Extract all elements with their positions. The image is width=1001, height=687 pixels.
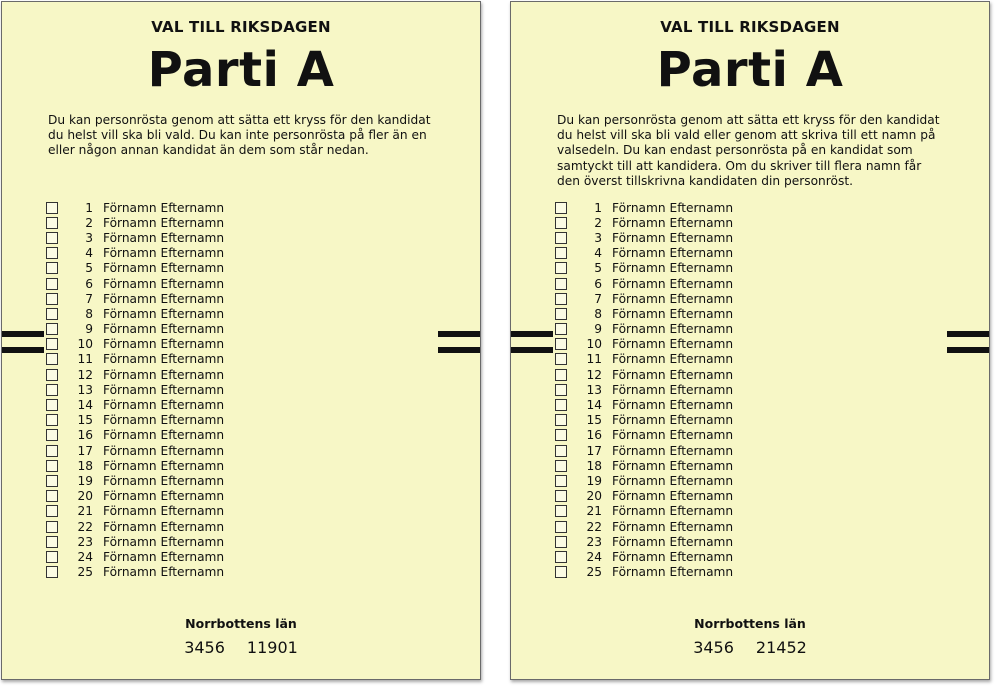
candidate-row [46, 261, 224, 276]
party-title: Parti A [656, 42, 844, 98]
candidate-row [555, 322, 733, 337]
candidate-name: Förnamn Efternamn [103, 261, 225, 276]
candidate-row [555, 458, 733, 473]
candidate-number: 13 [586, 382, 602, 397]
candidate-name: Förnamn Efternamn [103, 230, 225, 245]
candidate-row [555, 504, 733, 519]
candidate-name: Förnamn Efternamn [612, 519, 734, 534]
candidate-name: Förnamn Efternamn [612, 382, 734, 397]
candidate-name: Förnamn Efternamn [103, 473, 225, 488]
candidate-checkbox[interactable] [46, 202, 58, 214]
candidate-row [555, 489, 733, 504]
candidate-row [555, 261, 733, 276]
candidate-checkbox[interactable] [46, 232, 58, 244]
candidate-row [555, 200, 733, 215]
candidate-checkbox[interactable] [555, 536, 567, 548]
candidate-checkbox[interactable] [46, 338, 58, 350]
candidate-number: 16 [586, 428, 602, 443]
candidate-checkbox[interactable] [555, 323, 567, 335]
candidate-checkbox[interactable] [555, 475, 567, 487]
candidate-checkbox[interactable] [555, 566, 567, 578]
candidate-name: Förnamn Efternamn [612, 246, 734, 261]
candidate-number: 13 [77, 382, 93, 397]
candidate-number: 6 [594, 276, 602, 291]
candidate-row [555, 413, 733, 428]
candidate-number: 25 [586, 565, 602, 580]
candidate-row [46, 397, 224, 412]
candidate-name: Förnamn Efternamn [103, 276, 225, 291]
candidate-checkbox[interactable] [46, 217, 58, 229]
candidate-checkbox[interactable] [46, 308, 58, 320]
candidate-name: Förnamn Efternamn [103, 428, 225, 443]
candidate-checkbox[interactable] [555, 202, 567, 214]
candidate-checkbox[interactable] [555, 521, 567, 533]
candidate-name: Förnamn Efternamn [103, 398, 225, 413]
candidate-row [555, 565, 733, 580]
candidate-name: Förnamn Efternamn [103, 519, 225, 534]
ballot-codes [511, 638, 989, 657]
candidate-name: Förnamn Efternamn [103, 534, 225, 549]
election-header: VAL TILL RIKSDAGEN [151, 18, 331, 36]
ballot-code-secondary: 21452 [755, 638, 807, 657]
candidate-name: Förnamn Efternamn [612, 413, 734, 428]
candidate-checkbox[interactable] [46, 353, 58, 365]
candidate-name: Förnamn Efternamn [103, 382, 225, 397]
candidate-name: Förnamn Efternamn [612, 322, 734, 337]
party-title: Parti A [147, 42, 335, 98]
candidate-number: 4 [85, 246, 93, 261]
candidate-name: Förnamn Efternamn [612, 504, 734, 519]
candidate-checkbox[interactable] [555, 262, 567, 274]
candidate-number: 12 [586, 367, 602, 382]
candidate-checkbox[interactable] [46, 293, 58, 305]
candidate-row [46, 246, 224, 261]
candidate-number: 9 [594, 322, 602, 337]
candidate-name: Förnamn Efternamn [612, 367, 734, 382]
candidate-number: 11 [586, 352, 602, 367]
candidate-checkbox[interactable] [46, 505, 58, 517]
candidate-number: 3 [85, 230, 93, 245]
candidate-number: 24 [586, 549, 602, 564]
candidate-row [46, 549, 224, 564]
candidate-name: Förnamn Efternamn [103, 367, 225, 382]
candidate-checkbox[interactable] [46, 369, 58, 381]
candidate-row [46, 458, 224, 473]
candidate-row [46, 565, 224, 580]
candidate-list [46, 200, 224, 580]
ballot-code-primary: 3456 [184, 638, 225, 657]
candidate-number: 19 [77, 473, 93, 488]
candidate-number: 17 [77, 443, 93, 458]
cut-mark-right [947, 331, 989, 353]
candidate-checkbox[interactable] [46, 429, 58, 441]
county-label: Norrbottens län [694, 616, 806, 631]
candidate-row [555, 549, 733, 564]
candidate-row [46, 200, 224, 215]
candidate-name: Förnamn Efternamn [612, 398, 734, 413]
candidate-row [46, 276, 224, 291]
cut-mark-left [2, 331, 44, 353]
candidate-checkbox[interactable] [555, 551, 567, 563]
candidate-name: Förnamn Efternamn [103, 458, 225, 473]
candidate-name: Förnamn Efternamn [612, 489, 734, 504]
candidate-name: Förnamn Efternamn [103, 549, 225, 564]
ballot-codes [2, 638, 480, 657]
candidate-name: Förnamn Efternamn [103, 489, 225, 504]
candidate-checkbox[interactable] [46, 445, 58, 457]
candidate-name: Förnamn Efternamn [612, 534, 734, 549]
candidate-number: 1 [594, 200, 602, 215]
candidate-name: Förnamn Efternamn [612, 549, 734, 564]
candidate-checkbox[interactable] [555, 247, 567, 259]
candidate-number: 12 [77, 367, 93, 382]
candidate-row [46, 504, 224, 519]
ballot-left [1, 1, 481, 680]
candidate-row [555, 276, 733, 291]
candidate-checkbox[interactable] [555, 278, 567, 290]
candidate-row [46, 413, 224, 428]
candidate-checkbox[interactable] [46, 475, 58, 487]
candidate-row [555, 291, 733, 306]
candidate-row [555, 352, 733, 367]
candidate-checkbox[interactable] [46, 490, 58, 502]
candidate-row [46, 382, 224, 397]
candidate-number: 21 [77, 504, 93, 519]
voting-instructions: Du kan personrösta genom att sätta ett kryss för den kandidat du helst vill ska bli vald. Du kan inte personrösta på fler än en eller någon annan kandidat än dem som står nedan. [48, 113, 431, 158]
candidate-checkbox[interactable] [46, 551, 58, 563]
candidate-number: 8 [85, 306, 93, 321]
candidate-checkbox[interactable] [555, 217, 567, 229]
cut-mark-left [511, 331, 553, 353]
candidate-row [555, 246, 733, 261]
candidate-row [46, 291, 224, 306]
candidate-row [555, 337, 733, 352]
candidate-checkbox[interactable] [46, 262, 58, 274]
candidate-name: Förnamn Efternamn [103, 322, 225, 337]
candidate-name: Förnamn Efternamn [612, 200, 734, 215]
candidate-row [555, 428, 733, 443]
candidate-checkbox[interactable] [46, 399, 58, 411]
candidate-row [555, 473, 733, 488]
candidate-row [46, 352, 224, 367]
candidate-name: Förnamn Efternamn [612, 473, 734, 488]
candidate-name: Förnamn Efternamn [103, 246, 225, 261]
ballot-code-primary: 3456 [693, 638, 734, 657]
candidate-name: Förnamn Efternamn [612, 458, 734, 473]
candidate-number: 7 [85, 291, 93, 306]
candidate-row [555, 367, 733, 382]
candidate-name: Förnamn Efternamn [612, 306, 734, 321]
candidate-checkbox[interactable] [555, 445, 567, 457]
candidate-number: 18 [77, 458, 93, 473]
candidate-name: Förnamn Efternamn [103, 200, 225, 215]
candidate-row [46, 519, 224, 534]
candidate-number: 9 [85, 322, 93, 337]
candidate-checkbox[interactable] [555, 232, 567, 244]
candidate-checkbox[interactable] [555, 369, 567, 381]
candidate-name: Förnamn Efternamn [103, 352, 225, 367]
candidate-row [555, 534, 733, 549]
candidate-row [555, 519, 733, 534]
candidate-number: 16 [77, 428, 93, 443]
candidate-checkbox[interactable] [555, 338, 567, 350]
candidate-checkbox[interactable] [46, 521, 58, 533]
candidate-number: 22 [77, 519, 93, 534]
candidate-row [46, 473, 224, 488]
candidate-number: 1 [85, 200, 93, 215]
candidate-checkbox[interactable] [46, 460, 58, 472]
candidate-row [46, 489, 224, 504]
candidate-number: 21 [586, 504, 602, 519]
candidate-row [46, 230, 224, 245]
candidate-checkbox[interactable] [46, 414, 58, 426]
candidate-number: 22 [586, 519, 602, 534]
candidate-row [46, 428, 224, 443]
election-header: VAL TILL RIKSDAGEN [660, 18, 840, 36]
candidate-name: Förnamn Efternamn [612, 261, 734, 276]
ballot-code-secondary: 11901 [246, 638, 298, 657]
candidate-row [46, 337, 224, 352]
candidate-checkbox[interactable] [46, 278, 58, 290]
candidate-row [46, 367, 224, 382]
candidate-row [555, 215, 733, 230]
candidate-number: 23 [77, 534, 93, 549]
candidate-checkbox[interactable] [555, 490, 567, 502]
candidate-checkbox[interactable] [555, 429, 567, 441]
candidate-number: 14 [586, 398, 602, 413]
candidate-number: 17 [586, 443, 602, 458]
candidate-checkbox[interactable] [46, 323, 58, 335]
candidate-name: Förnamn Efternamn [103, 291, 225, 306]
candidate-name: Förnamn Efternamn [103, 337, 225, 352]
candidate-number: 5 [594, 261, 602, 276]
candidate-checkbox[interactable] [555, 399, 567, 411]
candidate-name: Förnamn Efternamn [612, 337, 734, 352]
candidate-number: 2 [85, 215, 93, 230]
candidate-checkbox[interactable] [46, 536, 58, 548]
candidate-name: Förnamn Efternamn [103, 306, 225, 321]
candidate-name: Förnamn Efternamn [612, 215, 734, 230]
candidate-name: Förnamn Efternamn [612, 565, 734, 580]
candidate-row [555, 230, 733, 245]
candidate-number: 5 [85, 261, 93, 276]
candidate-row [555, 397, 733, 412]
candidate-number: 4 [594, 246, 602, 261]
candidate-number: 11 [77, 352, 93, 367]
candidate-checkbox[interactable] [555, 293, 567, 305]
candidate-name: Förnamn Efternamn [612, 428, 734, 443]
candidate-number: 15 [77, 413, 93, 428]
candidate-name: Förnamn Efternamn [612, 291, 734, 306]
candidate-name: Förnamn Efternamn [103, 215, 225, 230]
candidate-row [555, 306, 733, 321]
candidate-name: Förnamn Efternamn [612, 443, 734, 458]
candidate-checkbox[interactable] [555, 353, 567, 365]
candidate-number: 20 [77, 489, 93, 504]
candidate-name: Förnamn Efternamn [612, 352, 734, 367]
candidate-row [46, 534, 224, 549]
candidate-checkbox[interactable] [555, 505, 567, 517]
candidate-row [555, 382, 733, 397]
candidate-number: 6 [85, 276, 93, 291]
candidate-name: Förnamn Efternamn [103, 565, 225, 580]
candidate-row [46, 443, 224, 458]
candidate-checkbox[interactable] [555, 460, 567, 472]
candidate-checkbox[interactable] [46, 247, 58, 259]
ballot-right [510, 1, 990, 680]
candidate-name: Förnamn Efternamn [612, 276, 734, 291]
candidate-number: 25 [77, 565, 93, 580]
candidate-number: 15 [586, 413, 602, 428]
candidate-number: 23 [586, 534, 602, 549]
candidate-number: 10 [586, 337, 602, 352]
candidate-number: 3 [594, 230, 602, 245]
cut-mark-right [438, 331, 480, 353]
candidate-name: Förnamn Efternamn [103, 413, 225, 428]
candidate-number: 19 [586, 473, 602, 488]
candidate-name: Förnamn Efternamn [612, 230, 734, 245]
candidate-number: 7 [594, 291, 602, 306]
voting-instructions: Du kan personrösta genom att sätta ett kryss för den kandidat du helst vill ska bli vald eller genom att skriva till ett namn på valsedeln. Du kan endast personrösta på en kandidat som samtyckt till att kandidera. Om du skriver till flera namn får den överst tillskrivna kandidaten din personröst. [557, 113, 940, 188]
candidate-number: 2 [594, 215, 602, 230]
candidate-checkbox[interactable] [46, 566, 58, 578]
candidate-row [46, 322, 224, 337]
candidate-row [555, 443, 733, 458]
candidate-number: 8 [594, 306, 602, 321]
candidate-checkbox[interactable] [555, 308, 567, 320]
county-label: Norrbottens län [185, 616, 297, 631]
candidate-name: Förnamn Efternamn [103, 443, 225, 458]
candidate-checkbox[interactable] [555, 384, 567, 396]
candidate-name: Förnamn Efternamn [103, 504, 225, 519]
candidate-list [555, 200, 733, 580]
candidate-row [46, 306, 224, 321]
candidate-number: 10 [77, 337, 93, 352]
candidate-checkbox[interactable] [555, 414, 567, 426]
candidate-checkbox[interactable] [46, 384, 58, 396]
candidate-number: 14 [77, 398, 93, 413]
candidate-number: 18 [586, 458, 602, 473]
candidate-row [46, 215, 224, 230]
candidate-number: 20 [586, 489, 602, 504]
candidate-number: 24 [77, 549, 93, 564]
